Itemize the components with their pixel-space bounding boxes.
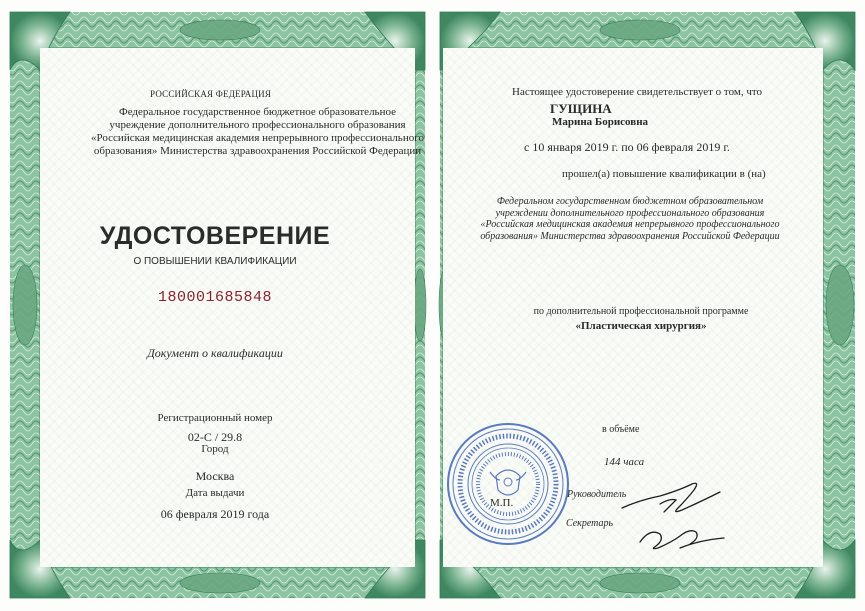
signatures-icon	[620, 478, 730, 554]
training-period: с 10 января 2019 г. по 06 февраля 2019 г.	[524, 140, 730, 154]
passed-text: прошел(а) повышение квалификации в (на)	[562, 168, 766, 180]
issue-date-label: Дата выдачи	[185, 487, 245, 499]
document-subtitle: О ПОВЫШЕНИИ КВАЛИФИКАЦИИ	[133, 256, 297, 267]
certifies-text: Настоящее удостоверение свидетельствует о том, что	[512, 86, 763, 98]
holder-given-name: Марина Борисовна	[552, 116, 649, 128]
training-org-line: Федеральном государственном бюджетном образовательном	[496, 196, 764, 207]
issuer-organization	[40, 106, 475, 158]
training-org-line: учреждении дополнительного профессионального образования	[495, 207, 765, 219]
city-value: Москва	[195, 469, 235, 483]
head-label: Руководитель	[567, 489, 627, 500]
issuer-line: образования» Министерства здравоохранения Российской Федерации	[93, 145, 422, 157]
program-name: «Пластическая хирургия»	[575, 320, 707, 332]
issue-date: 06 февраля 2019 года	[160, 507, 270, 521]
secretary-label: Секретарь	[566, 518, 614, 529]
city-label: Город	[201, 443, 229, 455]
blank-number: 180001685848	[157, 289, 273, 306]
issuer-line: «Российская медицинская академия непрерывного профессионального	[91, 132, 424, 144]
issuer-line: учреждение дополнительного профессионального образования	[109, 119, 406, 131]
registration-number: 02-С / 29.8	[187, 430, 243, 444]
volume-hours: 144 часа	[604, 456, 645, 468]
training-organization	[480, 196, 780, 242]
document-type: Документ о квалификации	[147, 346, 283, 360]
volume-label: в объёме	[602, 424, 640, 435]
training-org-line: образования» Министерства здравоохранения Российской Федерации	[480, 230, 780, 242]
program-label: по дополнительной профессиональной программе	[533, 306, 749, 317]
training-org-line: «Российская медицинская академия непрерывного профессионального	[480, 219, 780, 230]
official-seal-icon	[444, 420, 572, 548]
document-title: УДОСТОВЕРЕНИЕ	[99, 222, 331, 250]
country-label: РОССИЙСКАЯ ФЕДЕРАЦИЯ	[150, 89, 272, 99]
issuer-line: Федеральное государственное бюджетное образовательное	[119, 106, 396, 118]
holder-surname: ГУЩИНА	[550, 101, 612, 116]
seal-mark: М.П.	[490, 497, 514, 509]
registration-label: Регистрационный номер	[157, 412, 273, 424]
